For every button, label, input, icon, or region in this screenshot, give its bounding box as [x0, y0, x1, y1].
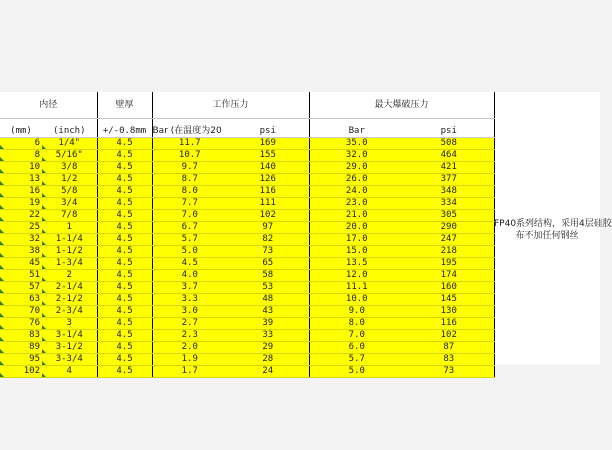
- cell-wall[interactable]: 4.5: [97, 366, 152, 378]
- cell-wall[interactable]: 4.5: [97, 246, 152, 258]
- cell-mm[interactable]: 25: [0, 222, 42, 234]
- cell-burst-bar[interactable]: 12.0: [309, 270, 404, 282]
- cell-burst-bar[interactable]: 35.0: [309, 138, 404, 150]
- cell-wall[interactable]: 4.5: [97, 318, 152, 330]
- cell-working-bar[interactable]: 8.7: [152, 174, 227, 186]
- subheader-working-psi[interactable]: psi: [227, 119, 309, 138]
- cell-working-psi[interactable]: 140: [227, 162, 309, 174]
- cell-wall[interactable]: 4.5: [97, 234, 152, 246]
- cell-burst-bar[interactable]: 7.0: [309, 330, 404, 342]
- table-row: [0, 138, 494, 150]
- cell-mm[interactable]: 10: [0, 162, 42, 174]
- table-row: [0, 234, 494, 246]
- subheader-mm[interactable]: (mm): [0, 119, 42, 138]
- cell-mm[interactable]: 95: [0, 354, 42, 366]
- cell-wall[interactable]: 4.5: [97, 222, 152, 234]
- cell-working-bar[interactable]: 3.7: [152, 282, 227, 294]
- cell-working-bar[interactable]: 3.3: [152, 294, 227, 306]
- cell-working-bar[interactable]: 2.7: [152, 318, 227, 330]
- cell-working-psi[interactable]: 169: [227, 138, 309, 150]
- pressure-spec-table: [0, 92, 495, 378]
- structure-note[interactable]: [494, 218, 612, 242]
- cell-working-psi[interactable]: 58: [227, 270, 309, 282]
- cell-working-bar[interactable]: 6.7: [152, 222, 227, 234]
- cell-mm[interactable]: 38: [0, 246, 42, 258]
- cell-inch[interactable]: 1/4": [42, 138, 97, 150]
- cell-inch[interactable]: 5/8: [42, 186, 97, 198]
- header-inner-diameter[interactable]: 内径: [0, 92, 97, 119]
- cell-working-bar[interactable]: 5.0: [152, 246, 227, 258]
- cell-wall[interactable]: 4.5: [97, 138, 152, 150]
- cell-burst-bar[interactable]: 24.0: [309, 186, 404, 198]
- table-row: [0, 150, 494, 162]
- table-row: [0, 342, 494, 354]
- cell-inch[interactable]: 3-1/4: [42, 330, 97, 342]
- cell-working-bar[interactable]: 1.7: [152, 366, 227, 378]
- cell-mm[interactable]: 16: [0, 186, 42, 198]
- cell-burst-psi[interactable]: 145: [404, 294, 494, 306]
- cell-working-bar[interactable]: 3.0: [152, 306, 227, 318]
- cell-inch[interactable]: 1/2: [42, 174, 97, 186]
- table-row: [0, 330, 494, 342]
- cell-working-psi[interactable]: 126: [227, 174, 309, 186]
- cell-burst-psi[interactable]: 102: [404, 330, 494, 342]
- cell-wall[interactable]: 4.5: [97, 150, 152, 162]
- cell-working-psi[interactable]: 111: [227, 198, 309, 210]
- cell-mm[interactable]: 76: [0, 318, 42, 330]
- cell-inch[interactable]: 3: [42, 318, 97, 330]
- cell-working-bar[interactable]: 7.7: [152, 198, 227, 210]
- cell-burst-bar[interactable]: 5.7: [309, 354, 404, 366]
- cell-wall[interactable]: 4.5: [97, 306, 152, 318]
- table-row: [0, 174, 494, 186]
- header-working-pressure[interactable]: 工作压力: [152, 92, 309, 119]
- cell-mm[interactable]: 19: [0, 198, 42, 210]
- cell-burst-bar[interactable]: 11.1: [309, 282, 404, 294]
- cell-inch[interactable]: 3-3/4: [42, 354, 97, 366]
- cell-wall[interactable]: 4.5: [97, 342, 152, 354]
- cell-inch[interactable]: 1: [42, 222, 97, 234]
- cell-wall[interactable]: 4.5: [97, 174, 152, 186]
- table-row: [0, 306, 494, 318]
- cell-burst-bar[interactable]: 13.5: [309, 258, 404, 270]
- cell-working-psi[interactable]: 24: [227, 366, 309, 378]
- cell-burst-bar[interactable]: 20.0: [309, 222, 404, 234]
- cell-working-psi[interactable]: 29: [227, 342, 309, 354]
- cell-working-psi[interactable]: 48: [227, 294, 309, 306]
- subheader-tolerance[interactable]: +/-0.8mm: [97, 119, 152, 138]
- cell-working-psi[interactable]: 39: [227, 318, 309, 330]
- header-wall-thickness[interactable]: 壁厚: [97, 92, 152, 119]
- cell-working-psi[interactable]: 155: [227, 150, 309, 162]
- table-row: [0, 186, 494, 198]
- table-row: [0, 354, 494, 366]
- table-row: [0, 162, 494, 174]
- cell-wall[interactable]: 4.5: [97, 282, 152, 294]
- cell-mm[interactable]: 63: [0, 294, 42, 306]
- cell-burst-psi[interactable]: 508: [404, 138, 494, 150]
- cell-burst-psi[interactable]: 421: [404, 162, 494, 174]
- cell-burst-bar[interactable]: 17.0: [309, 234, 404, 246]
- table-row: [0, 282, 494, 294]
- cell-mm[interactable]: 89: [0, 342, 42, 354]
- cell-inch[interactable]: 1-1/4: [42, 234, 97, 246]
- cell-working-psi[interactable]: 65: [227, 258, 309, 270]
- cell-mm[interactable]: 8: [0, 150, 42, 162]
- subheader-burst-psi[interactable]: psi: [404, 119, 494, 138]
- cell-burst-psi[interactable]: 464: [404, 150, 494, 162]
- cell-wall[interactable]: 4.5: [97, 186, 152, 198]
- structure-note-line1: FP40系列结构，采用4层硅胶: [494, 219, 612, 229]
- cell-working-bar[interactable]: 5.7: [152, 234, 227, 246]
- cell-working-bar[interactable]: 4.0: [152, 270, 227, 282]
- cell-working-psi[interactable]: 116: [227, 186, 309, 198]
- cell-mm[interactable]: 6: [0, 138, 42, 150]
- cell-wall[interactable]: 4.5: [97, 330, 152, 342]
- table-row: [0, 270, 494, 282]
- table-row: [0, 294, 494, 306]
- table-row: [0, 258, 494, 270]
- subheader-inch[interactable]: (inch): [42, 119, 97, 138]
- cell-burst-psi[interactable]: 160: [404, 282, 494, 294]
- table-row: [0, 198, 494, 210]
- cell-working-psi[interactable]: 28: [227, 354, 309, 366]
- cell-wall[interactable]: 4.5: [97, 294, 152, 306]
- cell-inch[interactable]: 3-1/2: [42, 342, 97, 354]
- cell-burst-bar[interactable]: 9.0: [309, 306, 404, 318]
- cell-inch[interactable]: 2-3/4: [42, 306, 97, 318]
- cell-inch[interactable]: 2-1/4: [42, 282, 97, 294]
- cell-burst-bar[interactable]: 21.0: [309, 210, 404, 222]
- cell-mm[interactable]: 13: [0, 174, 42, 186]
- cell-burst-psi[interactable]: 247: [404, 234, 494, 246]
- cell-working-psi[interactable]: 43: [227, 306, 309, 318]
- cell-burst-psi[interactable]: 377: [404, 174, 494, 186]
- subheader-burst-bar[interactable]: Bar: [309, 119, 404, 138]
- cell-burst-psi[interactable]: 116: [404, 318, 494, 330]
- cell-working-psi[interactable]: 97: [227, 222, 309, 234]
- cell-working-bar[interactable]: 11.7: [152, 138, 227, 150]
- cell-mm[interactable]: 57: [0, 282, 42, 294]
- cell-burst-psi[interactable]: 73: [404, 366, 494, 378]
- cell-mm[interactable]: 45: [0, 258, 42, 270]
- cell-burst-psi[interactable]: 87: [404, 342, 494, 354]
- cell-burst-bar[interactable]: 15.0: [309, 246, 404, 258]
- cell-burst-psi[interactable]: 348: [404, 186, 494, 198]
- cell-working-psi[interactable]: 102: [227, 210, 309, 222]
- cell-working-bar[interactable]: 7.0: [152, 210, 227, 222]
- cell-inch[interactable]: 4: [42, 366, 97, 378]
- cell-working-psi[interactable]: 53: [227, 282, 309, 294]
- cell-mm[interactable]: 83: [0, 330, 42, 342]
- table-row: [0, 318, 494, 330]
- cell-working-bar[interactable]: 2.3: [152, 330, 227, 342]
- cell-burst-bar[interactable]: 5.0: [309, 366, 404, 378]
- cell-burst-bar[interactable]: 6.0: [309, 342, 404, 354]
- cell-inch[interactable]: 3/4: [42, 198, 97, 210]
- cell-burst-psi[interactable]: 218: [404, 246, 494, 258]
- cell-working-bar[interactable]: 2.0: [152, 342, 227, 354]
- cell-wall[interactable]: 4.5: [97, 210, 152, 222]
- cell-burst-psi[interactable]: 195: [404, 258, 494, 270]
- cell-working-bar[interactable]: 10.7: [152, 150, 227, 162]
- cell-mm[interactable]: 70: [0, 306, 42, 318]
- cell-inch[interactable]: 2: [42, 270, 97, 282]
- cell-working-bar[interactable]: 8.0: [152, 186, 227, 198]
- cell-inch[interactable]: 3/8: [42, 162, 97, 174]
- cell-wall[interactable]: 4.5: [97, 354, 152, 366]
- table-row: [0, 366, 494, 378]
- header-burst-pressure[interactable]: 最大爆破压力: [309, 92, 494, 119]
- cell-working-bar[interactable]: 1.9: [152, 354, 227, 366]
- cell-working-bar[interactable]: 4.5: [152, 258, 227, 270]
- cell-burst-psi[interactable]: 305: [404, 210, 494, 222]
- cell-mm[interactable]: 22: [0, 210, 42, 222]
- cell-burst-psi[interactable]: 83: [404, 354, 494, 366]
- cell-wall[interactable]: 4.5: [97, 198, 152, 210]
- cell-working-bar[interactable]: 9.7: [152, 162, 227, 174]
- cell-working-psi[interactable]: 82: [227, 234, 309, 246]
- cell-burst-bar[interactable]: 8.0: [309, 318, 404, 330]
- cell-burst-psi[interactable]: 130: [404, 306, 494, 318]
- cell-burst-psi[interactable]: 290: [404, 222, 494, 234]
- table-row: [0, 246, 494, 258]
- cell-burst-psi[interactable]: 174: [404, 270, 494, 282]
- table-row: [0, 222, 494, 234]
- cell-mm[interactable]: 102: [0, 366, 42, 378]
- cell-burst-bar[interactable]: 32.0: [309, 150, 404, 162]
- cell-burst-bar[interactable]: 23.0: [309, 198, 404, 210]
- cell-inch[interactable]: 5/16": [42, 150, 97, 162]
- cell-mm[interactable]: 32: [0, 234, 42, 246]
- cell-wall[interactable]: 4.5: [97, 162, 152, 174]
- table-row: [0, 210, 494, 222]
- cell-burst-bar[interactable]: 26.0: [309, 174, 404, 186]
- cell-wall[interactable]: 4.5: [97, 258, 152, 270]
- cell-working-psi[interactable]: 73: [227, 246, 309, 258]
- cell-working-psi[interactable]: 33: [227, 330, 309, 342]
- subheader-working-bar[interactable]: Bar (在温度为20: [152, 119, 227, 138]
- cell-inch[interactable]: 7/8: [42, 210, 97, 222]
- cell-burst-bar[interactable]: 29.0: [309, 162, 404, 174]
- structure-note-line2: 布不加任何钢丝: [515, 231, 579, 241]
- cell-mm[interactable]: 51: [0, 270, 42, 282]
- cell-inch[interactable]: 1-1/2: [42, 246, 97, 258]
- cell-inch[interactable]: 2-1/2: [42, 294, 97, 306]
- cell-burst-bar[interactable]: 10.0: [309, 294, 404, 306]
- cell-wall[interactable]: 4.5: [97, 270, 152, 282]
- cell-burst-psi[interactable]: 334: [404, 198, 494, 210]
- cell-inch[interactable]: 1-3/4: [42, 258, 97, 270]
